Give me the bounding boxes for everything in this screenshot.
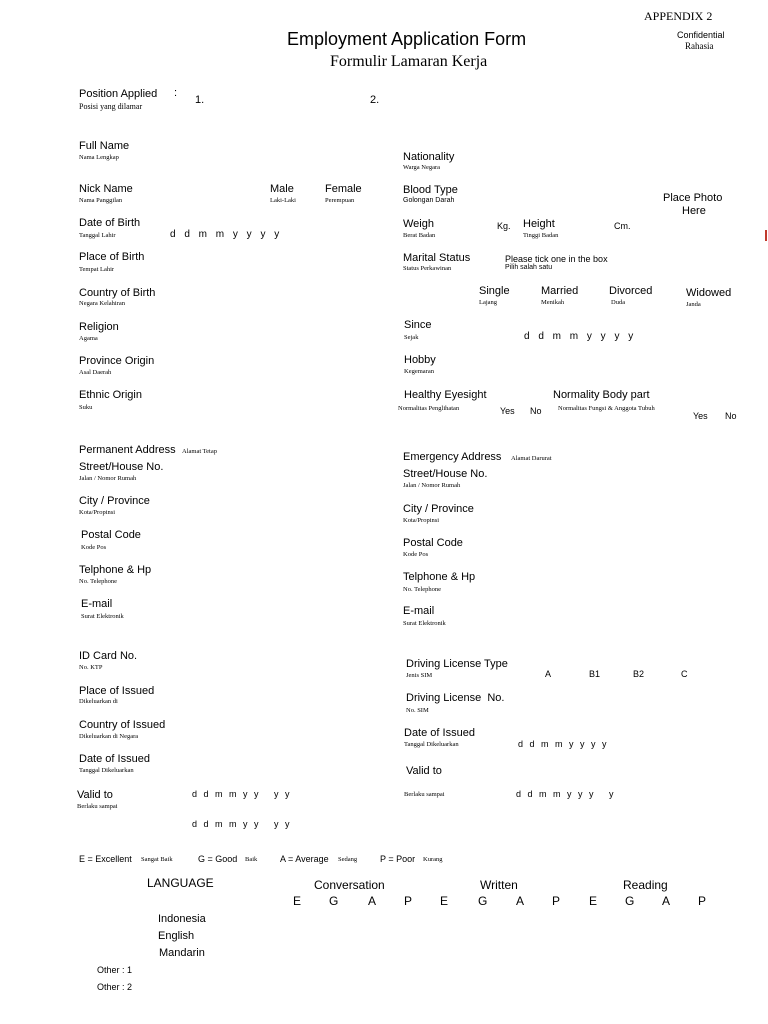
emer-city-label-id: Kota/Propinsi — [403, 517, 440, 524]
since-format[interactable]: d d m m y y y y — [524, 331, 637, 342]
body-label: Normality Body part — [553, 389, 650, 401]
since-label-id: Sejak — [404, 334, 419, 341]
id-card-label: ID Card No. — [79, 650, 138, 662]
id-valid-label-id: Berlaku sampai — [77, 803, 118, 810]
perm-email-label: E-mail — [81, 598, 113, 610]
grade-letter: E — [440, 894, 449, 908]
country-issued-label: Country of Issued — [79, 719, 166, 731]
cm-unit: Cm. — [614, 221, 631, 231]
language-other-2[interactable]: Other : 2 — [97, 982, 133, 992]
legend-average-id: Sedang — [338, 856, 358, 863]
license-date-issued-format[interactable]: d d m m y y y y — [518, 739, 609, 749]
language-row-mandarin: Mandarin — [159, 947, 205, 959]
ethnic-label-id: Suku — [79, 404, 93, 411]
emergency-address-title-id: Alamat Darurat — [511, 455, 552, 462]
nationality-label: Nationality — [403, 151, 455, 163]
emer-postal-label: Postal Code — [403, 537, 463, 549]
grade-letter: G — [329, 894, 339, 908]
body-no[interactable]: No — [725, 411, 737, 421]
since-label: Since — [404, 319, 432, 331]
license-type-b2[interactable]: B2 — [633, 669, 645, 679]
written-header: Written — [480, 878, 518, 892]
grade-letter: A — [516, 894, 525, 908]
legend-good: G = Good — [198, 854, 238, 864]
body-yes[interactable]: Yes — [693, 411, 708, 421]
divorced-option-id: Duda — [611, 299, 626, 306]
dob-label-id: Tanggal Lahir — [79, 232, 116, 239]
position-colon: : — [174, 87, 178, 99]
license-type-a[interactable]: A — [545, 669, 552, 679]
permanent-address-title-id: Alamat Tetap — [182, 448, 217, 455]
eyesight-label-id: Normalitas Penglihatan — [398, 405, 460, 412]
license-valid-label-id: Berlaku sampai — [404, 791, 445, 798]
single-option-id: Lajang — [479, 299, 498, 306]
id-valid-format[interactable]: d d m m y y y y — [192, 819, 292, 829]
grade-letter: E — [589, 894, 598, 908]
divorced-option[interactable]: Divorced — [609, 285, 653, 297]
weigh-label: Weigh — [403, 218, 434, 230]
grade-letter: A — [662, 894, 671, 908]
id-date-issued-label-id: Tanggal Dikeluarkan — [79, 767, 134, 774]
photo-placeholder-line1: Place Photo — [663, 192, 723, 204]
religion-label-id: Agama — [79, 335, 98, 342]
pob-label: Place of Birth — [79, 251, 145, 263]
place-issued-label-id: Dikeluarkan di — [79, 698, 118, 705]
grade-letter: P — [552, 894, 561, 908]
perm-city-label: City / Province — [79, 495, 150, 507]
marital-label: Marital Status — [403, 252, 471, 264]
id-date-issued-label: Date of Issued — [79, 753, 150, 765]
dob-label: Date of Birth — [79, 217, 141, 229]
license-date-issued-label-id: Tanggal Dikeluarkan — [404, 741, 459, 748]
emer-city-label: City / Province — [403, 503, 474, 515]
height-label: Height — [523, 218, 555, 230]
form-title-id: Formulir Lamaran Kerja — [330, 53, 488, 70]
position-label-id: Posisi yang dilamar — [79, 102, 143, 111]
license-type-c[interactable]: C — [681, 669, 688, 679]
married-option[interactable]: Married — [541, 285, 579, 297]
id-date-issued-format[interactable]: d d m m y y y y — [192, 789, 292, 799]
legend-excellent: E = Excellent — [79, 854, 132, 864]
emergency-address-title: Emergency Address — [403, 451, 502, 463]
language-row-indonesia: Indonesia — [158, 913, 206, 925]
dob-format[interactable]: d d m m y y y y — [170, 229, 283, 240]
emer-phone-label-id: No. Telephone — [403, 586, 442, 593]
legend-poor: P = Poor — [380, 854, 416, 864]
legend-average: A = Average — [280, 854, 329, 864]
grade-letter: P — [698, 894, 707, 908]
ethnic-label: Ethnic Origin — [79, 389, 142, 401]
perm-email-label-id: Surat Elektronik — [81, 613, 124, 620]
eyesight-label: Healthy Eyesight — [404, 389, 487, 401]
legend-excellent-id: Sangat Baik — [141, 856, 173, 863]
nick-name-label: Nick Name — [79, 183, 133, 195]
position-option-2[interactable]: 2. — [370, 94, 380, 106]
grade-letter: P — [404, 894, 413, 908]
widowed-option-id: Janda — [686, 301, 701, 308]
cob-label-id: Negara Kelahiran — [79, 300, 126, 307]
emer-email-label: E-mail — [403, 605, 435, 617]
eyesight-no[interactable]: No — [530, 406, 542, 416]
license-type-label: Driving License Type — [406, 658, 508, 670]
perm-street-label-id: Jalan / Nomor Rumah — [79, 475, 137, 482]
license-type-b1[interactable]: B1 — [589, 669, 601, 679]
grade-letter: G — [625, 894, 635, 908]
full-name-label: Full Name — [79, 140, 130, 152]
full-name-label-id: Nama Lengkap — [79, 154, 119, 161]
emer-email-label-id: Surat Elektronik — [403, 620, 446, 627]
grade-letter: E — [293, 894, 302, 908]
perm-postal-label-id: Kode Pos — [81, 544, 107, 551]
country-issued-label-id: Dikeluarkan di Negara — [79, 733, 139, 740]
height-label-id: Tinggi Badan — [523, 232, 559, 239]
red-edge-mark — [765, 230, 767, 241]
weigh-label-id: Berat Badan — [403, 232, 436, 239]
blood-type-label: Blood Type — [403, 184, 458, 196]
confidential-label: Confidential — [677, 30, 725, 40]
conversation-header: Conversation — [314, 878, 385, 892]
license-valid-format[interactable]: d d m m y y y y — [516, 789, 616, 799]
permanent-address-title: Permanent Address — [79, 444, 176, 456]
language-other-1[interactable]: Other : 1 — [97, 965, 133, 975]
widowed-option[interactable]: Widowed — [686, 287, 732, 299]
emer-street-label: Street/House No. — [403, 468, 488, 480]
province-label: Province Origin — [79, 355, 155, 367]
female-option[interactable]: Female — [325, 183, 362, 195]
emer-postal-label-id: Kode Pos — [403, 551, 429, 558]
tick-instruction-id: Pilih salah satu — [505, 264, 553, 271]
position-label: Position Applied — [79, 88, 158, 100]
form-title: Employment Application Form — [287, 29, 527, 49]
perm-phone-label: Telphone & Hp — [79, 564, 152, 576]
perm-street-label: Street/House No. — [79, 461, 164, 473]
license-no-label-id: No. SIM — [406, 707, 429, 714]
license-no-label: Driving License No. — [406, 692, 505, 704]
license-date-issued-label: Date of Issued — [404, 727, 475, 739]
license-valid-label: Valid to — [406, 765, 442, 777]
place-issued-label: Place of Issued — [79, 685, 155, 697]
cob-label: Country of Birth — [79, 287, 156, 299]
nationality-label-id: Warga Negara — [403, 164, 441, 171]
id-card-label-id: No. KTP — [79, 664, 103, 671]
religion-label: Religion — [79, 321, 119, 333]
kg-unit: Kg. — [497, 221, 511, 231]
perm-city-label-id: Kota/Propinsi — [79, 509, 116, 516]
appendix-label: APPENDIX 2 — [644, 9, 713, 23]
female-option-id: Perempuan — [325, 197, 355, 204]
eyesight-yes[interactable]: Yes — [500, 406, 515, 416]
confidential-label-id: Rahasia — [685, 41, 714, 51]
position-option-1[interactable]: 1. — [195, 94, 205, 106]
legend-poor-id: Kurang — [423, 856, 443, 863]
emer-street-label-id: Jalan / Nomor Rumah — [403, 482, 461, 489]
language-title: LANGUAGE — [147, 876, 214, 890]
nick-name-label-id: Nama Panggilan — [79, 197, 123, 204]
grade-letter: A — [368, 894, 377, 908]
perm-postal-label: Postal Code — [81, 529, 141, 541]
pob-label-id: Tempat Lahir — [79, 266, 115, 273]
hobby-label-id: Kegemaran — [404, 368, 434, 375]
marital-label-id: Status Perkawinan — [403, 265, 452, 272]
emer-phone-label: Telphone & Hp — [403, 571, 476, 583]
language-row-english: English — [158, 930, 195, 942]
legend-good-id: Baik — [245, 856, 258, 863]
single-option[interactable]: Single — [479, 285, 510, 297]
license-type-label-id: Jenis SIM — [406, 672, 433, 679]
tick-instruction: Please tick one in the box — [505, 254, 608, 264]
province-label-id: Asal Daerah — [79, 369, 112, 376]
male-option-id: Laki-Laki — [270, 197, 296, 204]
body-label-id: Normalitas Fungsi & Anggota Tubuh — [558, 405, 655, 412]
id-valid-label: Valid to — [77, 789, 113, 801]
reading-header: Reading — [623, 878, 668, 892]
grade-letter: G — [478, 894, 488, 908]
hobby-label: Hobby — [404, 354, 436, 366]
male-option[interactable]: Male — [270, 183, 294, 195]
married-option-id: Menikah — [541, 299, 565, 306]
blood-type-label-id: Golongan Darah — [403, 197, 455, 204]
perm-phone-label-id: No. Telephone — [79, 578, 118, 585]
photo-placeholder-line2: Here — [682, 205, 706, 217]
